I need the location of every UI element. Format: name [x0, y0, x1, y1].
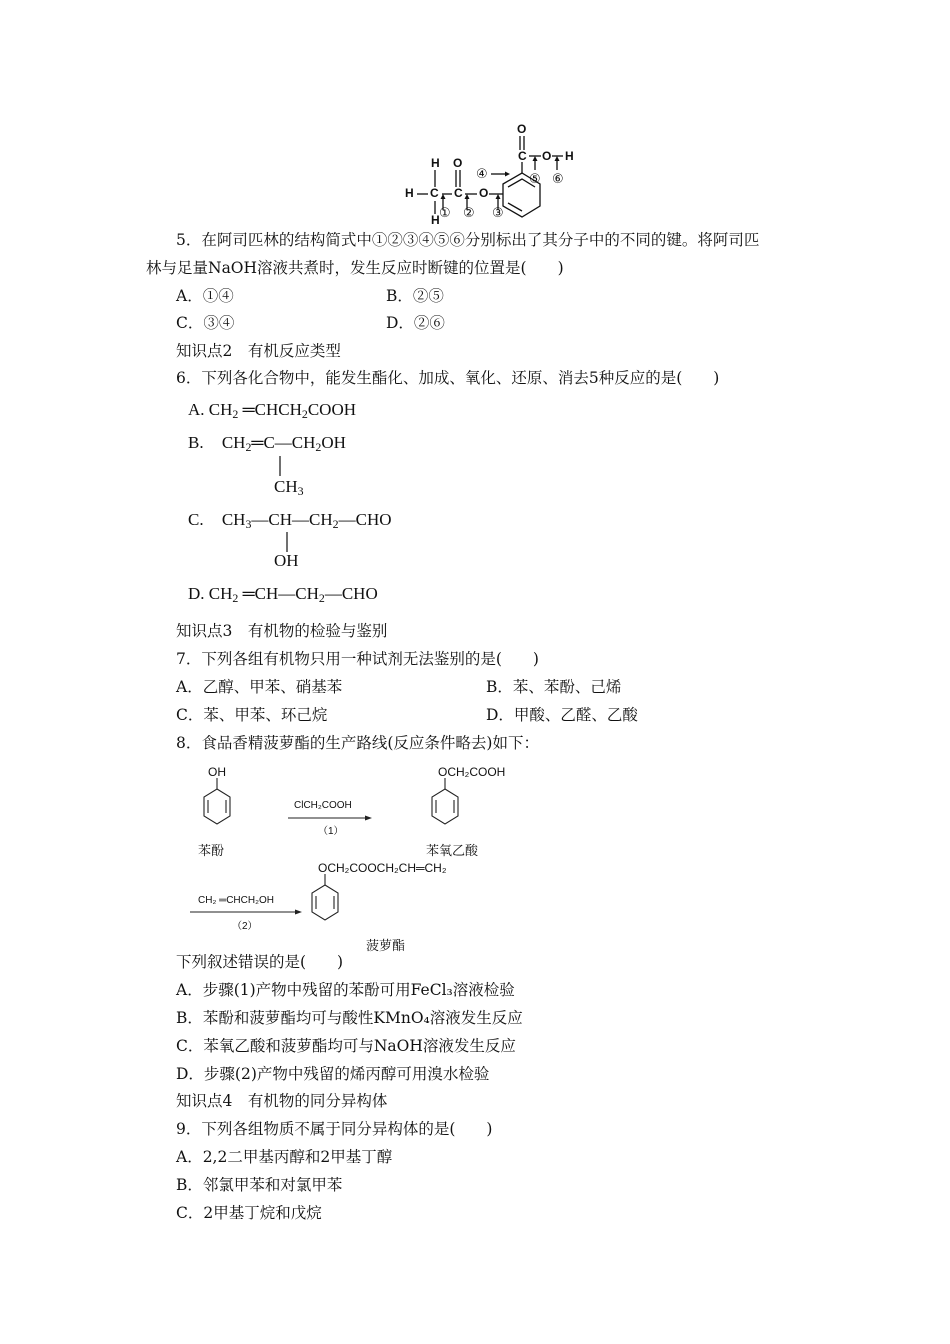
q6-option-b-branch-c: CH — [274, 477, 298, 496]
q6-option-b-p4: OH — [321, 433, 346, 452]
q7-option-d: D．甲酸、乙醛、乙酸 — [486, 706, 638, 724]
atom-o-ester: O — [479, 186, 489, 200]
q5-option-d: D．②⑥ — [386, 314, 445, 332]
q8-stem: 8．食品香精菠萝酯的生产路线(反应条件略去)如下： — [176, 734, 539, 752]
phenol-oh: OH — [208, 765, 226, 779]
q9-option-b: B．邻氯甲苯和对氯甲苯 — [176, 1176, 343, 1194]
q6-option-a-letter: A. — [188, 400, 205, 419]
q6-option-a-p3: 2 — [301, 407, 308, 421]
bond-label-5: ⑤ — [529, 171, 541, 186]
q6-option-c-branch: OH — [274, 551, 299, 570]
q6-option-d-p1: 2 — [232, 591, 239, 605]
atom-h-left: H — [405, 186, 414, 200]
q6-option-c-p1: 3 — [245, 517, 252, 531]
q6-option-b — [188, 433, 346, 455]
q9-option-a: A．2,2二甲基丙醇和2甲基丁醇 — [176, 1148, 393, 1166]
atom-c-acid: C — [518, 149, 527, 163]
q6-option-d-p3: 2 — [318, 591, 325, 605]
q8-option-d: D．步骤(2)产物中残留的烯丙醇可用溴水检验 — [176, 1065, 490, 1083]
q6-option-d-p0: CH — [208, 584, 233, 603]
q7-option-b: B．苯、苯酚、己烯 — [486, 678, 622, 696]
atom-o-acid-top: O — [517, 122, 527, 136]
phenol-name: 苯酚 — [198, 843, 225, 858]
q6-stem: 6．下列各化合物中，能发生酯化、加成、氧化、还原、消去5种反应的是( ) — [176, 369, 720, 387]
q6-option-b-branch — [274, 477, 304, 499]
pineapple-ester-name: 菠萝酯 — [366, 938, 406, 953]
q8-option-a: A．步骤(1)产物中残留的苯酚可用FeCl₃溶液检验 — [176, 981, 515, 999]
q7-option-c: C．苯、甲苯、环己烷 — [176, 706, 328, 724]
q8-reaction-scheme — [180, 762, 540, 952]
q7-stem: 7．下列各组有机物只用一种试剂无法鉴别的是( ) — [176, 650, 539, 668]
aspirin-structure — [395, 118, 595, 228]
q6-option-b-p2: ═C—CH — [251, 433, 316, 452]
q6-option-c-letter: C. — [188, 510, 204, 529]
q6-option-d — [188, 584, 378, 606]
atom-h-bottom: H — [431, 213, 440, 227]
q6-option-d-letter: D. — [188, 584, 205, 603]
q6-option-b-letter: B. — [188, 433, 204, 452]
bond-label-3: ③ — [492, 205, 504, 220]
q6-option-b-p1: 2 — [245, 440, 252, 454]
reagent-2: CH₂ ═CHCH₂OH — [198, 895, 274, 906]
section-heading-2: 知识点2 有机反应类型 — [176, 342, 341, 360]
pineapple-ester-group: OCH₂COOCH₂CH═CH₂ — [318, 861, 447, 875]
step-1-label: （1） — [318, 826, 344, 837]
q6-option-d-p4: —CHO — [324, 584, 378, 603]
reagent-1: ClCH₂COOH — [294, 800, 352, 811]
bond-label-1: ① — [439, 205, 451, 220]
atom-c-methyl: C — [430, 186, 439, 200]
atom-h-top: H — [431, 156, 440, 170]
q6-option-b-p0: CH — [221, 433, 246, 452]
atom-o-carbonyl: O — [453, 156, 463, 170]
atom-o-acid: O — [542, 149, 552, 163]
section-heading-4: 知识点4 有机物的同分异构体 — [176, 1092, 388, 1110]
q6-option-b-branch-sub: 3 — [297, 484, 304, 498]
bond-label-6: ⑥ — [552, 171, 564, 186]
q6-option-c-p0: CH — [221, 510, 246, 529]
q8-question: 下列叙述错误的是( ) — [176, 953, 344, 971]
q6-option-d-p2: ═CH—CH — [238, 584, 319, 603]
atom-c-carbonyl: C — [454, 186, 463, 200]
q5-option-c: C．③④ — [176, 314, 235, 332]
q5-stem-line2: 林与足量NaOH溶液共煮时，发生反应时断键的位置是( ) — [146, 259, 564, 277]
bond-label-4: ④ — [476, 166, 488, 181]
q6-option-c-p4: —CHO — [338, 510, 392, 529]
q6-option-a-p2: ═CHCH — [238, 400, 302, 419]
q9-option-c: C．2甲基丁烷和戊烷 — [176, 1204, 322, 1222]
q6-option-c — [188, 510, 392, 532]
q5-option-a: A．①④ — [176, 287, 234, 305]
q6-option-c-p2: —CH—CH — [251, 510, 333, 529]
q7-option-a: A．乙醇、甲苯、硝基苯 — [176, 678, 343, 696]
q6-option-a-p0: CH — [208, 400, 233, 419]
q6-option-b-p3: 2 — [315, 440, 322, 454]
bond-label-2: ② — [463, 205, 475, 220]
phenoxyacetic-acid-name: 苯氧乙酸 — [426, 843, 479, 858]
q5-option-b: B．②⑤ — [386, 287, 444, 305]
q5-stem-line1: 5．在阿司匹林的结构简式中①②③④⑤⑥分别标出了其分子中的不同的键。将阿司匹 — [176, 231, 760, 249]
q6-option-a — [188, 400, 356, 422]
q6-option-a-p1: 2 — [232, 407, 239, 421]
q6-b-branch-bond — [278, 456, 282, 478]
q8-option-b: B．苯酚和菠萝酯均可与酸性KMnO₄溶液发生反应 — [176, 1009, 523, 1027]
q8-option-c: C．苯氧乙酸和菠萝酯均可与NaOH溶液发生反应 — [176, 1037, 516, 1055]
section-heading-3: 知识点3 有机物的检验与鉴别 — [176, 622, 388, 640]
step-2-label: （2） — [232, 921, 258, 932]
q6-option-a-p4: COOH — [307, 400, 357, 419]
q9-stem: 9．下列各组物质不属于同分异构体的是( ) — [176, 1120, 493, 1138]
phenoxyacetic-acid-group: OCH₂COOH — [438, 765, 506, 779]
atom-h-acid: H — [565, 149, 574, 163]
q6-option-c-p3: 2 — [332, 517, 339, 531]
